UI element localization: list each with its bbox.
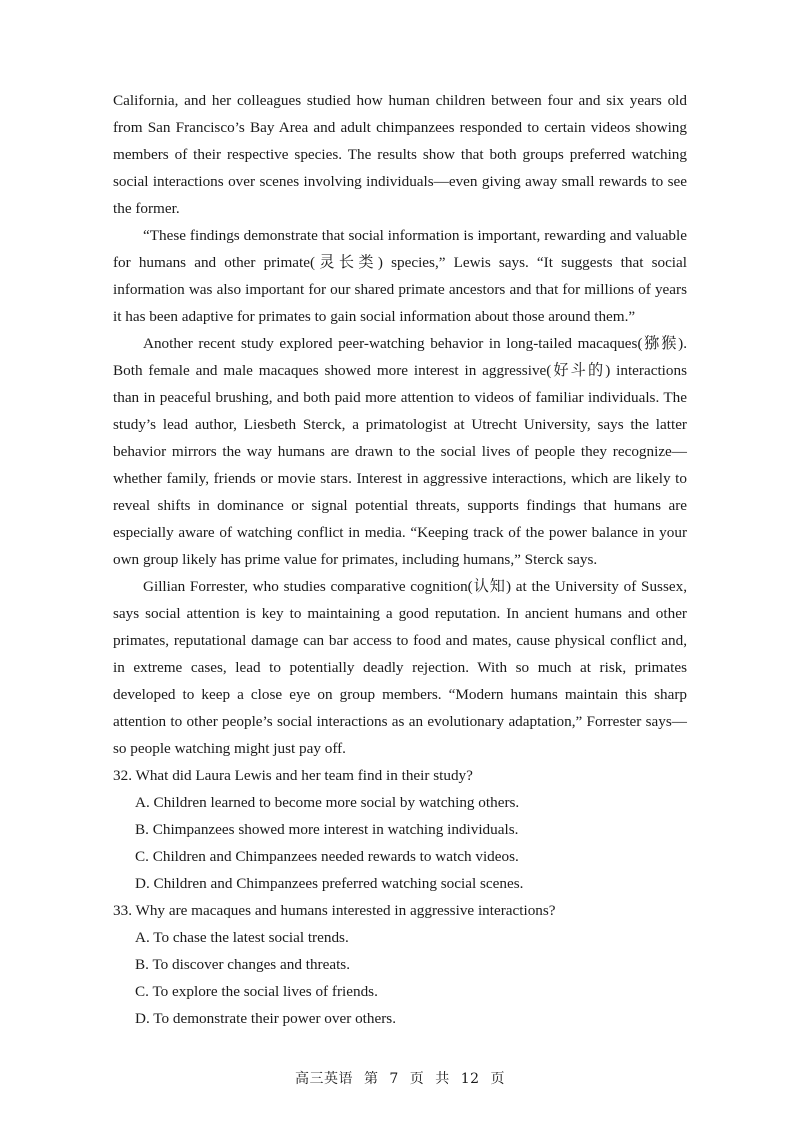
question-list	[113, 762, 687, 1032]
question-32-stem: 32. What did Laura Lewis and her team find in their study?	[113, 767, 473, 784]
reading-passage	[113, 87, 687, 762]
question-33-option-a: A. To chase the latest social trends.	[135, 929, 349, 946]
passage-paragraph-3: Another recent study explored peer-watching behavior in long-tailed macaques(猕猴). Both female and male macaques showed more interest in aggressive(好斗的) interactions than in peaceful brushing, and both paid more attention to videos of familiar individuals. The study’s lead author, Liesbeth Sterck, a primatologist at Utrecht University, says the latter behavior mirrors the way humans are drawn to the social lives of people they recognize—whether family, friends or movie stars. Interest in aggressive interactions, which are likely to reveal shifts in dominance or signal potential threats, supports findings that humans are especially aware of watching conflict in media. “Keeping track of the power balance in your own group likely has prime value for primates, including humans,” Sterck says.	[113, 335, 687, 568]
passage-paragraph-2: “These findings demonstrate that social information is important, rewarding and valuable for humans and other primate(灵长类) species,” Lewis says. “It suggests that social information was also important for our shared primate ancestors and that for millions of years it has been adaptive for primates to gain social information about those around them.”	[113, 227, 687, 325]
question-33	[113, 897, 687, 1032]
question-33-option-c: C. To explore the social lives of friends.	[135, 983, 378, 1000]
question-32	[113, 762, 687, 897]
question-32-option-a: A. Children learned to become more social by watching others.	[135, 794, 520, 811]
passage-paragraph-4: Gillian Forrester, who studies comparative cognition(认知) at the University of Sussex, says social attention is key to maintaining a good reputation. In ancient humans and other primates, reputational damage can bar access to food and mates, cause physical conflict and, in extreme cases, lead to potentially deadly rejection. With so much at risk, primates developed to keep a close eye on group members. “Modern humans maintain this sharp attention to other people’s social interactions as an evolutionary adaptation,” Forrester says—so people watching might just pay off.	[113, 578, 687, 757]
question-32-option-c: C. Children and Chimpanzees needed rewards to watch videos.	[135, 848, 519, 865]
page-footer: 高三英语 第 7 页 共 12 页	[295, 1071, 505, 1087]
question-33-option-d: D. To demonstrate their power over others.	[135, 1010, 396, 1027]
question-33-option-b: B. To discover changes and threats.	[135, 956, 351, 973]
question-33-stem: 33. Why are macaques and humans interested in aggressive interactions?	[113, 902, 556, 919]
question-32-option-b: B. Chimpanzees showed more interest in watching individuals.	[135, 821, 519, 838]
question-32-option-d: D. Children and Chimpanzees preferred watching social scenes.	[135, 875, 524, 892]
passage-paragraph-1: California, and her colleagues studied how human children between four and six years old from San Francisco’s Bay Area and adult chimpanzees responded to certain videos showing members of their respective species. The results show that both groups preferred watching social interactions over scenes involving individuals—even giving away small rewards to see the former.	[113, 92, 687, 217]
